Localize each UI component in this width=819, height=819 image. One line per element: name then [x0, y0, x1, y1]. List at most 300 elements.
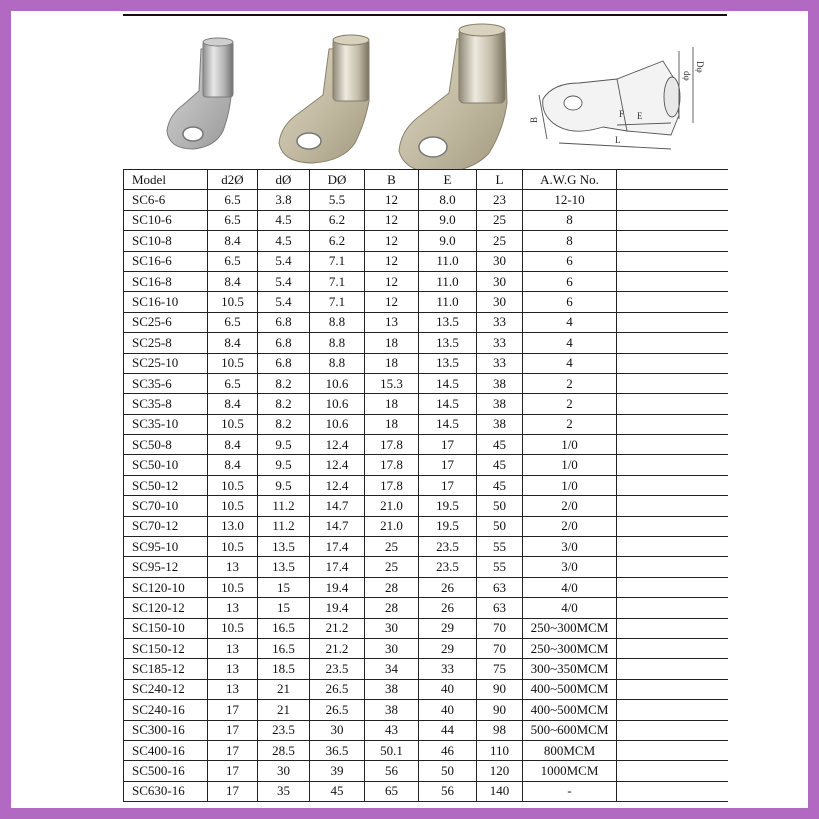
- cell-blank: [617, 312, 728, 332]
- cell-blank: [617, 231, 728, 251]
- cell-model: SC400-16: [124, 740, 208, 760]
- diagram-label-l: L: [615, 135, 621, 145]
- table-row: [124, 761, 728, 781]
- cell-d: 15: [258, 577, 310, 597]
- cell-b: 30: [365, 638, 419, 658]
- cell-dd: 8.8: [310, 333, 365, 353]
- cell-blank: [617, 577, 728, 597]
- cell-awg: 2: [523, 414, 617, 434]
- product-illustration-row: [123, 19, 727, 169]
- table-row: [124, 231, 728, 251]
- cell-d: 21: [258, 679, 310, 699]
- cell-awg: -: [523, 781, 617, 801]
- cell-b: 30: [365, 618, 419, 638]
- cell-d2: 13: [208, 598, 258, 618]
- cell-model: SC50-12: [124, 475, 208, 495]
- product-sheet: [11, 11, 808, 808]
- cell-dd: 19.4: [310, 598, 365, 618]
- cell-model: SC25-6: [124, 312, 208, 332]
- cell-awg: 4: [523, 312, 617, 332]
- cell-dd: 12.4: [310, 435, 365, 455]
- cell-l: 90: [477, 679, 523, 699]
- cell-d2: 10.5: [208, 475, 258, 495]
- cell-l: 75: [477, 659, 523, 679]
- cell-dd: 12.4: [310, 455, 365, 475]
- cell-e: 13.5: [419, 333, 477, 353]
- cell-e: 46: [419, 740, 477, 760]
- cell-dd: 8.8: [310, 312, 365, 332]
- cell-l: 50: [477, 496, 523, 516]
- table-row: [124, 638, 728, 658]
- cell-d: 5.4: [258, 292, 310, 312]
- table-row: [124, 679, 728, 699]
- cell-e: 13.5: [419, 353, 477, 373]
- cell-blank: [617, 516, 728, 536]
- cell-l: 25: [477, 231, 523, 251]
- cell-b: 15.3: [365, 373, 419, 393]
- cell-model: SC500-16: [124, 761, 208, 781]
- cell-l: 70: [477, 618, 523, 638]
- cell-e: 23.5: [419, 537, 477, 557]
- cell-blank: [617, 475, 728, 495]
- cell-b: 50.1: [365, 740, 419, 760]
- cell-dd: 7.1: [310, 292, 365, 312]
- table-row: [124, 740, 728, 760]
- lug-small-illustration: [167, 38, 233, 149]
- cell-model: SC70-10: [124, 496, 208, 516]
- cell-blank: [617, 659, 728, 679]
- cell-e: 13.5: [419, 312, 477, 332]
- cell-blank: [617, 414, 728, 434]
- cell-dd: 10.6: [310, 373, 365, 393]
- cell-l: 45: [477, 435, 523, 455]
- table-row: [124, 455, 728, 475]
- cell-awg: 2/0: [523, 516, 617, 536]
- cell-d: 16.5: [258, 638, 310, 658]
- cell-b: 21.0: [365, 516, 419, 536]
- cell-blank: [617, 333, 728, 353]
- cell-l: 98: [477, 720, 523, 740]
- cell-dd: 30: [310, 720, 365, 740]
- cell-awg: 2: [523, 373, 617, 393]
- cell-awg: 12-10: [523, 190, 617, 210]
- header-awg: A.W.G No.: [523, 170, 617, 190]
- table-row: [124, 659, 728, 679]
- header-d: dØ: [258, 170, 310, 190]
- table-header-row: [124, 170, 728, 190]
- table-row: [124, 577, 728, 597]
- cell-e: 9.0: [419, 210, 477, 230]
- cell-d2: 13: [208, 679, 258, 699]
- cell-d2: 8.4: [208, 455, 258, 475]
- cell-b: 12: [365, 190, 419, 210]
- cell-d2: 17: [208, 700, 258, 720]
- cell-blank: [617, 394, 728, 414]
- cell-b: 12: [365, 231, 419, 251]
- cell-awg: 4/0: [523, 577, 617, 597]
- header-b: B: [365, 170, 419, 190]
- cell-d2: 17: [208, 761, 258, 781]
- cell-b: 25: [365, 557, 419, 577]
- cell-e: 29: [419, 618, 477, 638]
- cell-e: 8.0: [419, 190, 477, 210]
- cell-dd: 10.6: [310, 414, 365, 434]
- cell-d2: 10.5: [208, 618, 258, 638]
- header-d2: d2Ø: [208, 170, 258, 190]
- cell-b: 56: [365, 761, 419, 781]
- cell-dd: 45: [310, 781, 365, 801]
- cell-dd: 21.2: [310, 638, 365, 658]
- diagram-label-b: B: [529, 116, 539, 123]
- cell-blank: [617, 720, 728, 740]
- cell-blank: [617, 761, 728, 781]
- cell-l: 33: [477, 353, 523, 373]
- cell-awg: 4/0: [523, 598, 617, 618]
- cell-d2: 10.5: [208, 414, 258, 434]
- cell-d2: 13.0: [208, 516, 258, 536]
- diagram-label-dd: Dφ: [695, 61, 705, 73]
- cell-d2: 6.5: [208, 251, 258, 271]
- cell-dd: 14.7: [310, 496, 365, 516]
- cell-d: 3.8: [258, 190, 310, 210]
- cell-e: 9.0: [419, 231, 477, 251]
- cell-b: 28: [365, 598, 419, 618]
- cell-e: 11.0: [419, 292, 477, 312]
- cell-b: 65: [365, 781, 419, 801]
- table-row: [124, 598, 728, 618]
- cell-d2: 8.4: [208, 271, 258, 291]
- cell-d: 11.2: [258, 496, 310, 516]
- cell-awg: 3/0: [523, 537, 617, 557]
- cell-model: SC10-8: [124, 231, 208, 251]
- table-row: [124, 251, 728, 271]
- cell-awg: 300~350MCM: [523, 659, 617, 679]
- cell-model: SC150-10: [124, 618, 208, 638]
- cell-dd: 5.5: [310, 190, 365, 210]
- cell-b: 34: [365, 659, 419, 679]
- cell-l: 45: [477, 455, 523, 475]
- cell-e: 17: [419, 475, 477, 495]
- cell-model: SC120-12: [124, 598, 208, 618]
- cell-d: 6.8: [258, 333, 310, 353]
- cell-awg: 500~600MCM: [523, 720, 617, 740]
- cell-model: SC16-8: [124, 271, 208, 291]
- cell-d2: 8.4: [208, 333, 258, 353]
- cell-e: 50: [419, 761, 477, 781]
- cell-model: SC300-16: [124, 720, 208, 740]
- cell-blank: [617, 271, 728, 291]
- cell-b: 17.8: [365, 435, 419, 455]
- cell-dd: 10.6: [310, 394, 365, 414]
- cell-l: 110: [477, 740, 523, 760]
- cell-model: SC240-16: [124, 700, 208, 720]
- cell-e: 14.5: [419, 414, 477, 434]
- cell-e: 14.5: [419, 394, 477, 414]
- cell-awg: 8: [523, 210, 617, 230]
- cell-blank: [617, 292, 728, 312]
- cell-model: SC35-6: [124, 373, 208, 393]
- table-row: [124, 496, 728, 516]
- cell-b: 17.8: [365, 455, 419, 475]
- cell-l: 33: [477, 312, 523, 332]
- cell-l: 30: [477, 271, 523, 291]
- table-row: [124, 537, 728, 557]
- cell-model: SC35-10: [124, 414, 208, 434]
- cell-d: 9.5: [258, 455, 310, 475]
- cell-e: 23.5: [419, 557, 477, 577]
- cell-e: 40: [419, 700, 477, 720]
- cell-dd: 6.2: [310, 231, 365, 251]
- table-row: [124, 312, 728, 332]
- cell-d2: 10.5: [208, 537, 258, 557]
- diagram-label-e: E: [637, 111, 643, 121]
- table-row: [124, 271, 728, 291]
- cell-e: 11.0: [419, 271, 477, 291]
- cell-b: 25: [365, 537, 419, 557]
- cell-model: SC240-12: [124, 679, 208, 699]
- cell-d2: 6.5: [208, 210, 258, 230]
- cell-blank: [617, 618, 728, 638]
- cell-dd: 19.4: [310, 577, 365, 597]
- cell-d: 8.2: [258, 414, 310, 434]
- cell-d2: 10.5: [208, 577, 258, 597]
- table-row: [124, 435, 728, 455]
- cell-dd: 6.2: [310, 210, 365, 230]
- cell-awg: 800MCM: [523, 740, 617, 760]
- table-row: [124, 333, 728, 353]
- cell-l: 30: [477, 292, 523, 312]
- cell-awg: 1/0: [523, 455, 617, 475]
- cell-l: 30: [477, 251, 523, 271]
- cell-dd: 26.5: [310, 679, 365, 699]
- header-l: L: [477, 170, 523, 190]
- cell-blank: [617, 537, 728, 557]
- cell-l: 38: [477, 414, 523, 434]
- cell-d: 15: [258, 598, 310, 618]
- cell-awg: 6: [523, 271, 617, 291]
- cell-dd: 36.5: [310, 740, 365, 760]
- cell-e: 33: [419, 659, 477, 679]
- cell-model: SC185-12: [124, 659, 208, 679]
- cell-l: 23: [477, 190, 523, 210]
- cell-model: SC70-12: [124, 516, 208, 536]
- cell-d: 6.8: [258, 353, 310, 373]
- cell-b: 12: [365, 251, 419, 271]
- cell-d2: 10.5: [208, 292, 258, 312]
- cell-l: 45: [477, 475, 523, 495]
- cell-d: 5.4: [258, 271, 310, 291]
- cell-b: 38: [365, 700, 419, 720]
- table-row: [124, 781, 728, 801]
- lug-large-illustration: [399, 24, 507, 169]
- cell-b: 12: [365, 210, 419, 230]
- cell-d2: 8.4: [208, 435, 258, 455]
- cell-blank: [617, 190, 728, 210]
- cell-d2: 10.5: [208, 353, 258, 373]
- cell-dd: 23.5: [310, 659, 365, 679]
- cell-awg: 4: [523, 353, 617, 373]
- cell-l: 55: [477, 557, 523, 577]
- cell-d2: 6.5: [208, 312, 258, 332]
- cell-d2: 6.5: [208, 190, 258, 210]
- cell-e: 11.0: [419, 251, 477, 271]
- cell-blank: [617, 353, 728, 373]
- top-rule: [123, 14, 727, 16]
- header-e: E: [419, 170, 477, 190]
- cell-b: 43: [365, 720, 419, 740]
- cell-model: SC16-10: [124, 292, 208, 312]
- cell-dd: 12.4: [310, 475, 365, 495]
- cell-b: 21.0: [365, 496, 419, 516]
- diagram-label-d: dφ: [682, 71, 692, 81]
- cell-d: 23.5: [258, 720, 310, 740]
- specification-table: [123, 169, 728, 802]
- header-dd: DØ: [310, 170, 365, 190]
- header-model: Model: [124, 170, 208, 190]
- cell-e: 29: [419, 638, 477, 658]
- cell-model: SC6-6: [124, 190, 208, 210]
- cell-blank: [617, 373, 728, 393]
- cell-d2: 8.4: [208, 231, 258, 251]
- cell-dd: 21.2: [310, 618, 365, 638]
- cell-e: 26: [419, 598, 477, 618]
- cell-l: 38: [477, 394, 523, 414]
- cell-model: SC10-6: [124, 210, 208, 230]
- cell-d: 21: [258, 700, 310, 720]
- cell-model: SC25-8: [124, 333, 208, 353]
- cell-d2: 6.5: [208, 373, 258, 393]
- cell-b: 17.8: [365, 475, 419, 495]
- cell-blank: [617, 435, 728, 455]
- cell-model: SC120-10: [124, 577, 208, 597]
- lug-medium-illustration: [279, 35, 369, 163]
- cell-l: 140: [477, 781, 523, 801]
- table-row: [124, 373, 728, 393]
- cell-d2: 8.4: [208, 394, 258, 414]
- cell-dd: 7.1: [310, 271, 365, 291]
- cell-model: SC50-10: [124, 455, 208, 475]
- header-blank: [617, 170, 728, 190]
- cell-d2: 10.5: [208, 496, 258, 516]
- cell-l: 70: [477, 638, 523, 658]
- cell-l: 55: [477, 537, 523, 557]
- cell-l: 90: [477, 700, 523, 720]
- cell-e: 26: [419, 577, 477, 597]
- cell-model: SC16-6: [124, 251, 208, 271]
- cell-blank: [617, 740, 728, 760]
- cell-model: SC25-10: [124, 353, 208, 373]
- cell-d2: 17: [208, 720, 258, 740]
- table-row: [124, 414, 728, 434]
- cell-d: 13.5: [258, 537, 310, 557]
- table-row: [124, 720, 728, 740]
- diagram-label-f: F: [619, 109, 625, 119]
- cell-l: 120: [477, 761, 523, 781]
- table-row: [124, 618, 728, 638]
- cell-b: 38: [365, 679, 419, 699]
- cell-blank: [617, 700, 728, 720]
- cell-e: 40: [419, 679, 477, 699]
- cell-l: 63: [477, 577, 523, 597]
- cell-model: SC35-8: [124, 394, 208, 414]
- cell-d: 16.5: [258, 618, 310, 638]
- cell-blank: [617, 455, 728, 475]
- cell-dd: 14.7: [310, 516, 365, 536]
- cell-d: 9.5: [258, 435, 310, 455]
- cell-l: 63: [477, 598, 523, 618]
- cell-d2: 13: [208, 659, 258, 679]
- cell-model: SC50-8: [124, 435, 208, 455]
- cell-dd: 8.8: [310, 353, 365, 373]
- cell-l: 38: [477, 373, 523, 393]
- cell-d: 8.2: [258, 373, 310, 393]
- cell-b: 12: [365, 271, 419, 291]
- cell-e: 17: [419, 435, 477, 455]
- cell-dd: 17.4: [310, 537, 365, 557]
- cell-model: SC150-12: [124, 638, 208, 658]
- cell-awg: 6: [523, 292, 617, 312]
- cell-dd: 26.5: [310, 700, 365, 720]
- cell-awg: 400~500MCM: [523, 700, 617, 720]
- table-row: [124, 353, 728, 373]
- cell-model: SC95-12: [124, 557, 208, 577]
- table-row: [124, 557, 728, 577]
- table-row: [124, 190, 728, 210]
- cell-d: 28.5: [258, 740, 310, 760]
- cell-blank: [617, 496, 728, 516]
- cell-blank: [617, 210, 728, 230]
- cell-awg: 2/0: [523, 496, 617, 516]
- cell-l: 50: [477, 516, 523, 536]
- cell-model: SC95-10: [124, 537, 208, 557]
- cell-awg: 2: [523, 394, 617, 414]
- cell-d: 35: [258, 781, 310, 801]
- lug-illustrations: [123, 19, 727, 169]
- cell-e: 56: [419, 781, 477, 801]
- cell-d: 5.4: [258, 251, 310, 271]
- cell-d: 30: [258, 761, 310, 781]
- cell-d2: 13: [208, 557, 258, 577]
- cell-blank: [617, 598, 728, 618]
- cell-e: 19.5: [419, 516, 477, 536]
- cell-d: 9.5: [258, 475, 310, 495]
- cell-awg: 1/0: [523, 475, 617, 495]
- cell-awg: 3/0: [523, 557, 617, 577]
- cell-b: 13: [365, 312, 419, 332]
- cell-e: 44: [419, 720, 477, 740]
- table-row: [124, 292, 728, 312]
- cell-d: 11.2: [258, 516, 310, 536]
- cell-b: 12: [365, 292, 419, 312]
- cell-awg: 250~300MCM: [523, 618, 617, 638]
- cell-b: 18: [365, 394, 419, 414]
- cell-awg: 4: [523, 333, 617, 353]
- table-row: [124, 475, 728, 495]
- cell-awg: 1/0: [523, 435, 617, 455]
- cell-d: 4.5: [258, 231, 310, 251]
- cell-model: SC630-16: [124, 781, 208, 801]
- table-row: [124, 700, 728, 720]
- cell-awg: 400~500MCM: [523, 679, 617, 699]
- table-row: [124, 210, 728, 230]
- cell-dd: 7.1: [310, 251, 365, 271]
- cell-d2: 13: [208, 638, 258, 658]
- cell-d: 6.8: [258, 312, 310, 332]
- cell-e: 17: [419, 455, 477, 475]
- cell-d: 18.5: [258, 659, 310, 679]
- cell-b: 18: [365, 353, 419, 373]
- cell-b: 18: [365, 414, 419, 434]
